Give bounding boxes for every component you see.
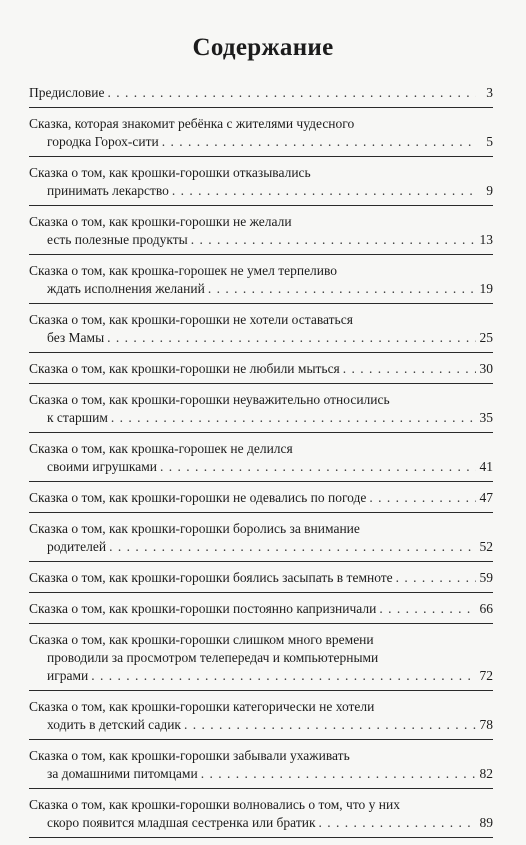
toc-entry-title-line: принимать лекарство bbox=[47, 183, 169, 198]
toc-page-number: 35 bbox=[479, 410, 493, 425]
toc-entry-last-line bbox=[29, 280, 493, 298]
toc-entry-title-line: родителей bbox=[47, 539, 107, 554]
toc-page-number: 25 bbox=[479, 330, 493, 345]
toc-entry bbox=[29, 440, 493, 482]
toc-page-number: 41 bbox=[479, 459, 493, 474]
dot-leader bbox=[319, 814, 476, 832]
toc-entry-title-line: скоро появится младшая сестренка или братик bbox=[47, 815, 316, 830]
toc-entry-title-line: Сказка о том, как крошка-горошек не делился bbox=[29, 441, 293, 456]
toc-entry-title-line: играми bbox=[47, 668, 89, 683]
toc-page-number: 3 bbox=[486, 85, 493, 100]
toc-page-number: 13 bbox=[479, 232, 493, 247]
toc-entry bbox=[29, 311, 493, 353]
toc-entry-title-line: без Мамы bbox=[47, 330, 105, 345]
toc-entry-last-line bbox=[29, 716, 493, 734]
toc-entry-title-line: Сказка, которая знакомит ребёнка с жителями чудесного bbox=[29, 116, 355, 131]
toc-page-number: 47 bbox=[479, 490, 493, 505]
dot-leader bbox=[172, 182, 476, 200]
page-title: Содержание bbox=[192, 34, 334, 61]
toc-page-number: 19 bbox=[479, 281, 493, 296]
dot-leader bbox=[107, 84, 476, 102]
toc-entry-last-line bbox=[29, 182, 493, 200]
toc-entry bbox=[29, 391, 493, 433]
toc-page-number: 9 bbox=[486, 183, 493, 198]
toc-page-number: 59 bbox=[479, 570, 493, 585]
dot-leader bbox=[343, 360, 476, 378]
toc-entry bbox=[29, 520, 493, 562]
dot-leader bbox=[160, 458, 476, 476]
toc-page-number: 5 bbox=[486, 134, 493, 149]
toc-entry-title-line: ходить в детский садик bbox=[47, 717, 181, 732]
toc-entry bbox=[29, 213, 493, 255]
toc-entry-title-line: Предисловие bbox=[29, 85, 105, 100]
toc-entry-last-line bbox=[29, 569, 493, 587]
toc-entry-title-line: Сказка о том, как крошки-горошки слишком много времени bbox=[29, 632, 374, 647]
toc-entry bbox=[29, 164, 493, 206]
toc-page-number: 72 bbox=[479, 668, 493, 683]
toc-page-number: 89 bbox=[479, 815, 493, 830]
toc-entry-last-line bbox=[29, 489, 493, 507]
dot-leader bbox=[191, 231, 476, 249]
toc-entry bbox=[29, 360, 493, 384]
toc-page-number: 52 bbox=[479, 539, 493, 554]
toc-entry-title-line: за домашними питомцами bbox=[47, 766, 198, 781]
toc-entry bbox=[29, 631, 493, 691]
dot-leader bbox=[162, 133, 476, 151]
toc-entry-title-line: Сказка о том, как крошки-горошки категорически не хотели bbox=[29, 699, 375, 714]
toc-entry-title-line: Сказка о том, как крошки-горошки не желали bbox=[29, 214, 292, 229]
toc-entry bbox=[29, 115, 493, 157]
toc-entry-last-line bbox=[29, 538, 493, 556]
toc-entry-last-line bbox=[29, 814, 493, 832]
toc-entry-last-line bbox=[29, 600, 493, 618]
dot-leader bbox=[396, 569, 476, 587]
dot-leader bbox=[107, 329, 476, 347]
toc-entry-last-line bbox=[29, 765, 493, 783]
toc-entry bbox=[29, 796, 493, 838]
toc-entry-last-line bbox=[29, 667, 493, 685]
toc-entry-last-line bbox=[29, 133, 493, 151]
dot-leader bbox=[369, 489, 476, 507]
dot-leader bbox=[91, 667, 476, 685]
toc-entry-title-line: к старшим bbox=[47, 410, 108, 425]
toc-entry-title-line: городка Горох-сити bbox=[47, 134, 159, 149]
toc-entry-title-line: Сказка о том, как крошки-горошки не хотели оставаться bbox=[29, 312, 353, 327]
toc-entry-title-line: Сказка о том, как крошки-горошки неуважительно относились bbox=[29, 392, 390, 407]
toc-entry-last-line bbox=[29, 409, 493, 427]
dot-leader bbox=[208, 280, 476, 298]
toc-entry-title-line: Сказка о том, как крошки-горошки отказывались bbox=[29, 165, 311, 180]
toc-entry-title-line: Сказка о том, как крошки-горошки не любили мыться bbox=[29, 361, 340, 376]
dot-leader bbox=[201, 765, 476, 783]
toc-page-number: 82 bbox=[479, 766, 493, 781]
dot-leader bbox=[184, 716, 476, 734]
toc-page-number: 78 bbox=[479, 717, 493, 732]
toc-entry-title-line: Сказка о том, как крошки-горошки боялись засыпать в темноте bbox=[29, 570, 393, 585]
toc-entry-title-line: проводили за просмотром телепередач и компьютерными bbox=[47, 650, 379, 665]
toc-entry bbox=[29, 569, 493, 593]
toc-entry bbox=[29, 600, 493, 624]
toc-entry-title-line: Сказка о том, как крошки-горошки не одевались по погоде bbox=[29, 490, 367, 505]
toc-entry bbox=[29, 698, 493, 740]
toc-entry-last-line bbox=[29, 84, 493, 102]
toc-entry-title-line: своими игрушками bbox=[47, 459, 157, 474]
toc-entry bbox=[29, 84, 493, 108]
toc-page-number: 30 bbox=[479, 361, 493, 376]
toc-entry-last-line bbox=[29, 360, 493, 378]
toc-entry-last-line bbox=[29, 329, 493, 347]
toc-entry-last-line bbox=[29, 458, 493, 476]
toc-page-number: 66 bbox=[479, 601, 493, 616]
toc-entry-title-line: есть полезные продукты bbox=[47, 232, 188, 247]
toc-entry-title-line: ждать исполнения желаний bbox=[47, 281, 205, 296]
dot-leader bbox=[109, 538, 476, 556]
toc-entry bbox=[29, 489, 493, 513]
toc-entry-title-line: Сказка о том, как крошки-горошки волновались о том, что у них bbox=[29, 797, 401, 812]
toc-entry-title-line: Сказка о том, как крошки-горошки забывали ухаживать bbox=[29, 748, 350, 763]
dot-leader bbox=[379, 600, 476, 618]
dot-leader bbox=[111, 409, 476, 427]
toc-entry-title-line: Сказка о том, как крошка-горошек не умел терпеливо bbox=[29, 263, 338, 278]
toc-entry-title-line: Сказка о том, как крошки-горошки постоянно капризничали bbox=[29, 601, 377, 616]
toc-entry bbox=[29, 747, 493, 789]
toc-entry bbox=[29, 262, 493, 304]
toc-entry-last-line bbox=[29, 231, 493, 249]
table-of-contents bbox=[29, 84, 493, 845]
toc-entry-title-line: Сказка о том, как крошки-горошки боролись за внимание bbox=[29, 521, 360, 536]
